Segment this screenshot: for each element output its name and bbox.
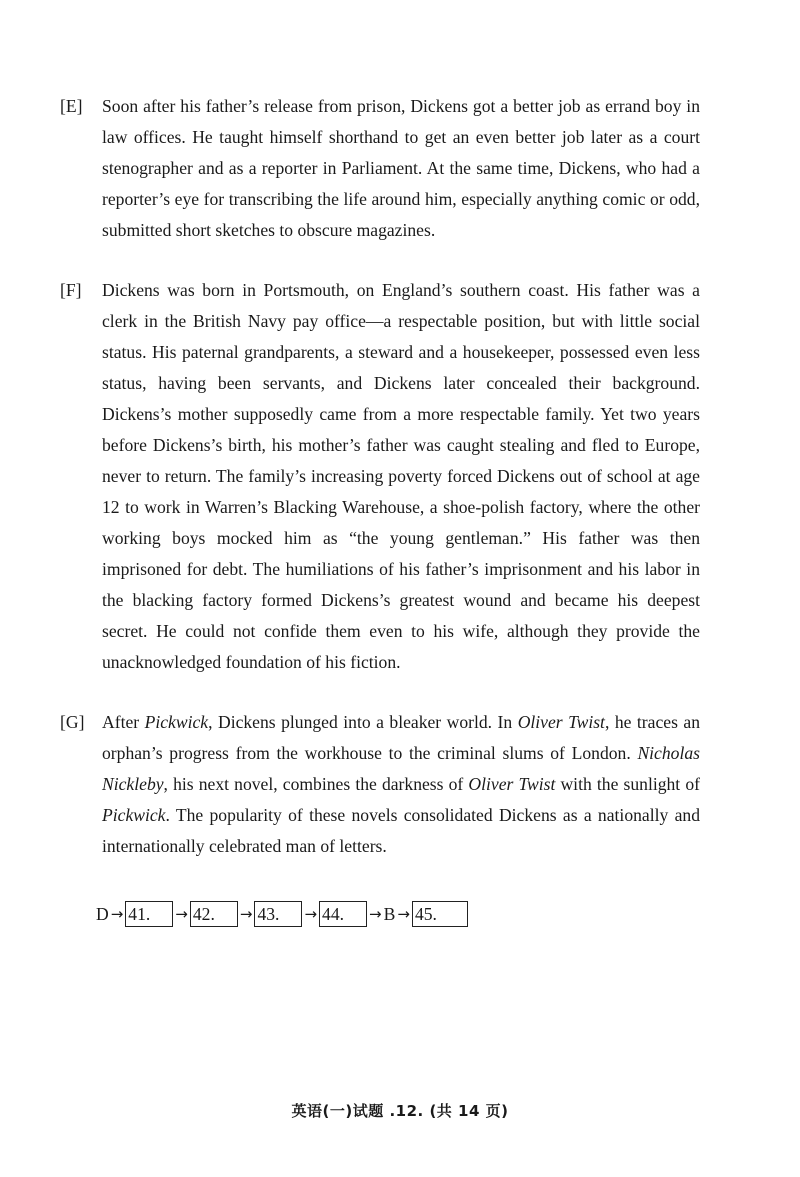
paragraph-g-label: [G] — [60, 712, 85, 732]
arrow-right-icon: → — [369, 905, 382, 923]
answer-box-44[interactable]: 44. — [319, 901, 367, 927]
answer-box-42[interactable]: 42. — [190, 901, 238, 927]
arrow-right-icon: → — [239, 905, 253, 923]
text-segment: After — [102, 712, 145, 732]
arrow-right-icon: → — [175, 905, 188, 923]
answer-box-45[interactable]: 45. — [412, 901, 468, 927]
italic-title: Pickwick — [144, 712, 209, 732]
paragraph-e-text: Soon after his father’s release from prison, Dickens got a better job as errand boy in law offices. He taught himself shorthand to get an even better job later as a court stenographer and as a reporter in Parliament. At the same time, Dickens, who had a reporter’s eye for transcribing the life around him, especially anything comic or odd, submitted short sketches to obscure magazines. — [102, 96, 700, 240]
text-segment: , Dickens plunged into a bleaker world. In — [208, 712, 518, 732]
text-segment: with the sunlight of — [555, 774, 700, 794]
text-segment: , he traces an orphan’s progress from the workhouse to the criminal slums of London. — [102, 712, 701, 763]
paragraph-f — [60, 275, 700, 678]
italic-title: Oliver Twist — [517, 712, 605, 732]
paragraph-e — [60, 91, 700, 246]
answer-box-43[interactable]: 43. — [254, 901, 302, 927]
paragraph-e-label: [E] — [60, 96, 83, 116]
sequence-start-letter: D — [96, 903, 109, 924]
italic-title: Nicholas Nickleby — [102, 743, 700, 794]
paragraph-g-text — [102, 707, 700, 862]
italic-title: Oliver Twist — [468, 774, 556, 794]
answer-sequence — [96, 900, 468, 928]
paragraph-g — [60, 707, 700, 862]
italic-title: Pickwick — [102, 805, 166, 825]
paragraph-f-text: Dickens was born in Portsmouth, on England’s southern coast. His father was a clerk in the British Navy pay office—a respectable position, but with little social status. His paternal grandparents, a steward and a housekeeper, possessed even less status, having been servants, and Dickens later concealed their background. Dickens’s mother supposedly came from a more respectable family. Yet two years before Dickens’s birth, his mother’s father was caught stealing and fled to Europe, never to return. The family’s increasing poverty forced Dickens out of school at age 12 to work in Warren’s Blacking Warehouse, a shoe-polish factory, where the other working boys mocked him as “the young gentleman.” His father was then imprisoned for debt. The humiliations of his father’s imprisonment and his labor in the blacking factory formed Dickens’s greatest wound and became his deepest secret. He could not confide them even to his wife, although they provide the unacknowledged foundation of his fiction. — [102, 280, 700, 672]
text-segment: . The popularity of these novels consolidated Dickens as a nationally and internationally celebrated man of letters. — [102, 805, 700, 856]
page-footer: 英语(一)试题 .12. (共 14 页) — [291, 1102, 509, 1120]
arrow-right-icon: → — [304, 905, 318, 923]
arrow-right-icon: → — [397, 905, 410, 923]
arrow-right-icon: → — [110, 905, 124, 923]
answer-box-41[interactable]: 41. — [125, 901, 173, 927]
paragraph-f-label: [F] — [60, 280, 82, 300]
text-segment: , his next novel, combines the darkness of — [163, 774, 469, 794]
sequence-middle-letter: B — [383, 903, 396, 924]
